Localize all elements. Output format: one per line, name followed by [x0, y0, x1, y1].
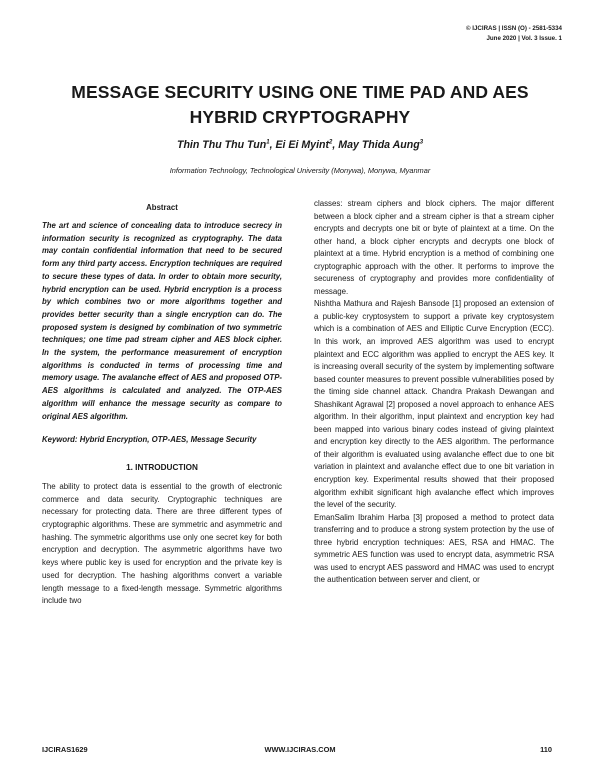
- footer-website: WWW.IJCIRAS.COM: [264, 745, 336, 754]
- abstract-body: The art and science of concealing data to introduce secrecy in information security is recognized as cryptography. The data may contain confidential information that need to be secured form any third party access. Encryption techniques are required to secure these types of data. In order to obtain more security, hybrid encryption can be used. Hybrid encryption is a process by which combines two or more algorithms together and provides better security than a single encryption can do. The proposed system is designed by combination of two symmetric techniques; one time pad stream cipher and AES block cipher. In the system, the performance measurement of encryption algorithms is conducted in terms of processing time and memory usage. The avalanche effect of AES and proposed OTP-AES algorithms is calculated and analyzed. The OTP-AES algorithm will enhance the message security as compare to original AES algorithm.: [42, 221, 282, 421]
- abstract-heading: Abstract: [146, 203, 178, 212]
- author-affiliation-mark: 3: [419, 139, 424, 146]
- author-name: Ei Ei Myint: [275, 139, 330, 151]
- paper-title: MESSAGE SECURITY USING ONE TIME PAD AND AES HYBRID CRYPTOGRAPHY: [71, 82, 529, 127]
- body-paragraph: Nishtha Mathura and Rajesh Bansode [1] proposed an extension of a public-key cryptosystem to support a private key cryptosystem which is a combination of AES and Elliptic Curve Encryption (ECC). In this work, an improved AES algorithm was used to encrypt plaintext and ECC algorithm was applied to encrypt the AES key. It is increasing overall security of the system by implementing software based counter measures to prevent possible vulnerabilities posed by the timing side channel attack. Chandra Prakash Dewangan and Shashikant Agrawal [2] proposed a novel approach to enhance AES algorithm. In their algorithm, input plaintext and encryption key had been mapped into various binary codes instead of giving plaintext and encryption key directly to the AES algorithm. The performance of their algorithm is evaluated using avalanche effect due to one bit variation in plaintext and avalanche effect due to one bit variation in encryption key. Experimental results showed that their proposed algorithm exhibit significant high avalanche effect which improves the level of the security.: [314, 299, 554, 510]
- author-name: Thin Thu Thu Tun: [176, 139, 267, 151]
- author-affiliation-mark: 2: [329, 139, 333, 146]
- footer-paper-id: IJCIRAS1629: [42, 745, 88, 754]
- page-number: 110: [540, 745, 552, 754]
- keywords: Keyword: Hybrid Encryption, OTP-AES, Message Security: [42, 435, 257, 445]
- journal-issn-line: © IJCIRAS | ISSN (O) - 2581-5334: [465, 25, 562, 32]
- introduction-heading: 1. INTRODUCTION: [126, 462, 198, 472]
- author-name: May Thida Aung: [338, 139, 420, 151]
- body-paragraph: classes: stream ciphers and block ciphers. The major different between a block cipher and a stream cipher is that a stream cipher encrypts and decrypts one bit or byte of plaintext at a time. On the other hand, a block cipher encrypts and decrypts one block of plaintext at a time. Hybrid encryption is a method of combining one cryptographic approach with the other. It performs to improve the secureness of cryptography and provides more confidentiality of message.: [314, 199, 554, 296]
- right-column: [314, 198, 554, 587]
- introduction-paragraph: The ability to protect data is essential to the growth of electronic commerce and data security. Cryptographic techniques are necessary for protecting data. There are three different types of cryptographic algorithms. These are symmetric and asymmetric and hashing. The symmetric algorithms use only one secret key for both encryption and decryption. The asymmetric algorithms have two keys where public key is used for encryption and the private key is used for decryption. The hashing algorithms convert a variable length message to a fixed-length message. Symmetric algorithms include two: [42, 481, 282, 606]
- left-column: [42, 198, 282, 608]
- author-affiliation-mark: 1: [266, 139, 270, 146]
- journal-issue-line: June 2020 | Vol. 3 Issue. 1: [486, 35, 562, 42]
- journal-header: [466, 24, 562, 44]
- body-paragraph: EmanSalim Ibrahim Harba [3] proposed a method to protect data transferring and to produce a strong system protection by the use of three hybrid encryption techniques: AES, RSA and HMAC. The symmetric AES function was used to encrypt data, asymmetric RSA was used to encrypt AES password and HMAC was used to encrypt the authentication between server and client, or: [314, 512, 554, 585]
- author-list: Thin Thu Thu Tun$^1$, Ei Ei Myint$^2$, May Thida Aung$^3$: [176, 139, 424, 151]
- affiliation: Information Technology, Technological University (Monywa), Monywa, Myanmar: [169, 166, 431, 175]
